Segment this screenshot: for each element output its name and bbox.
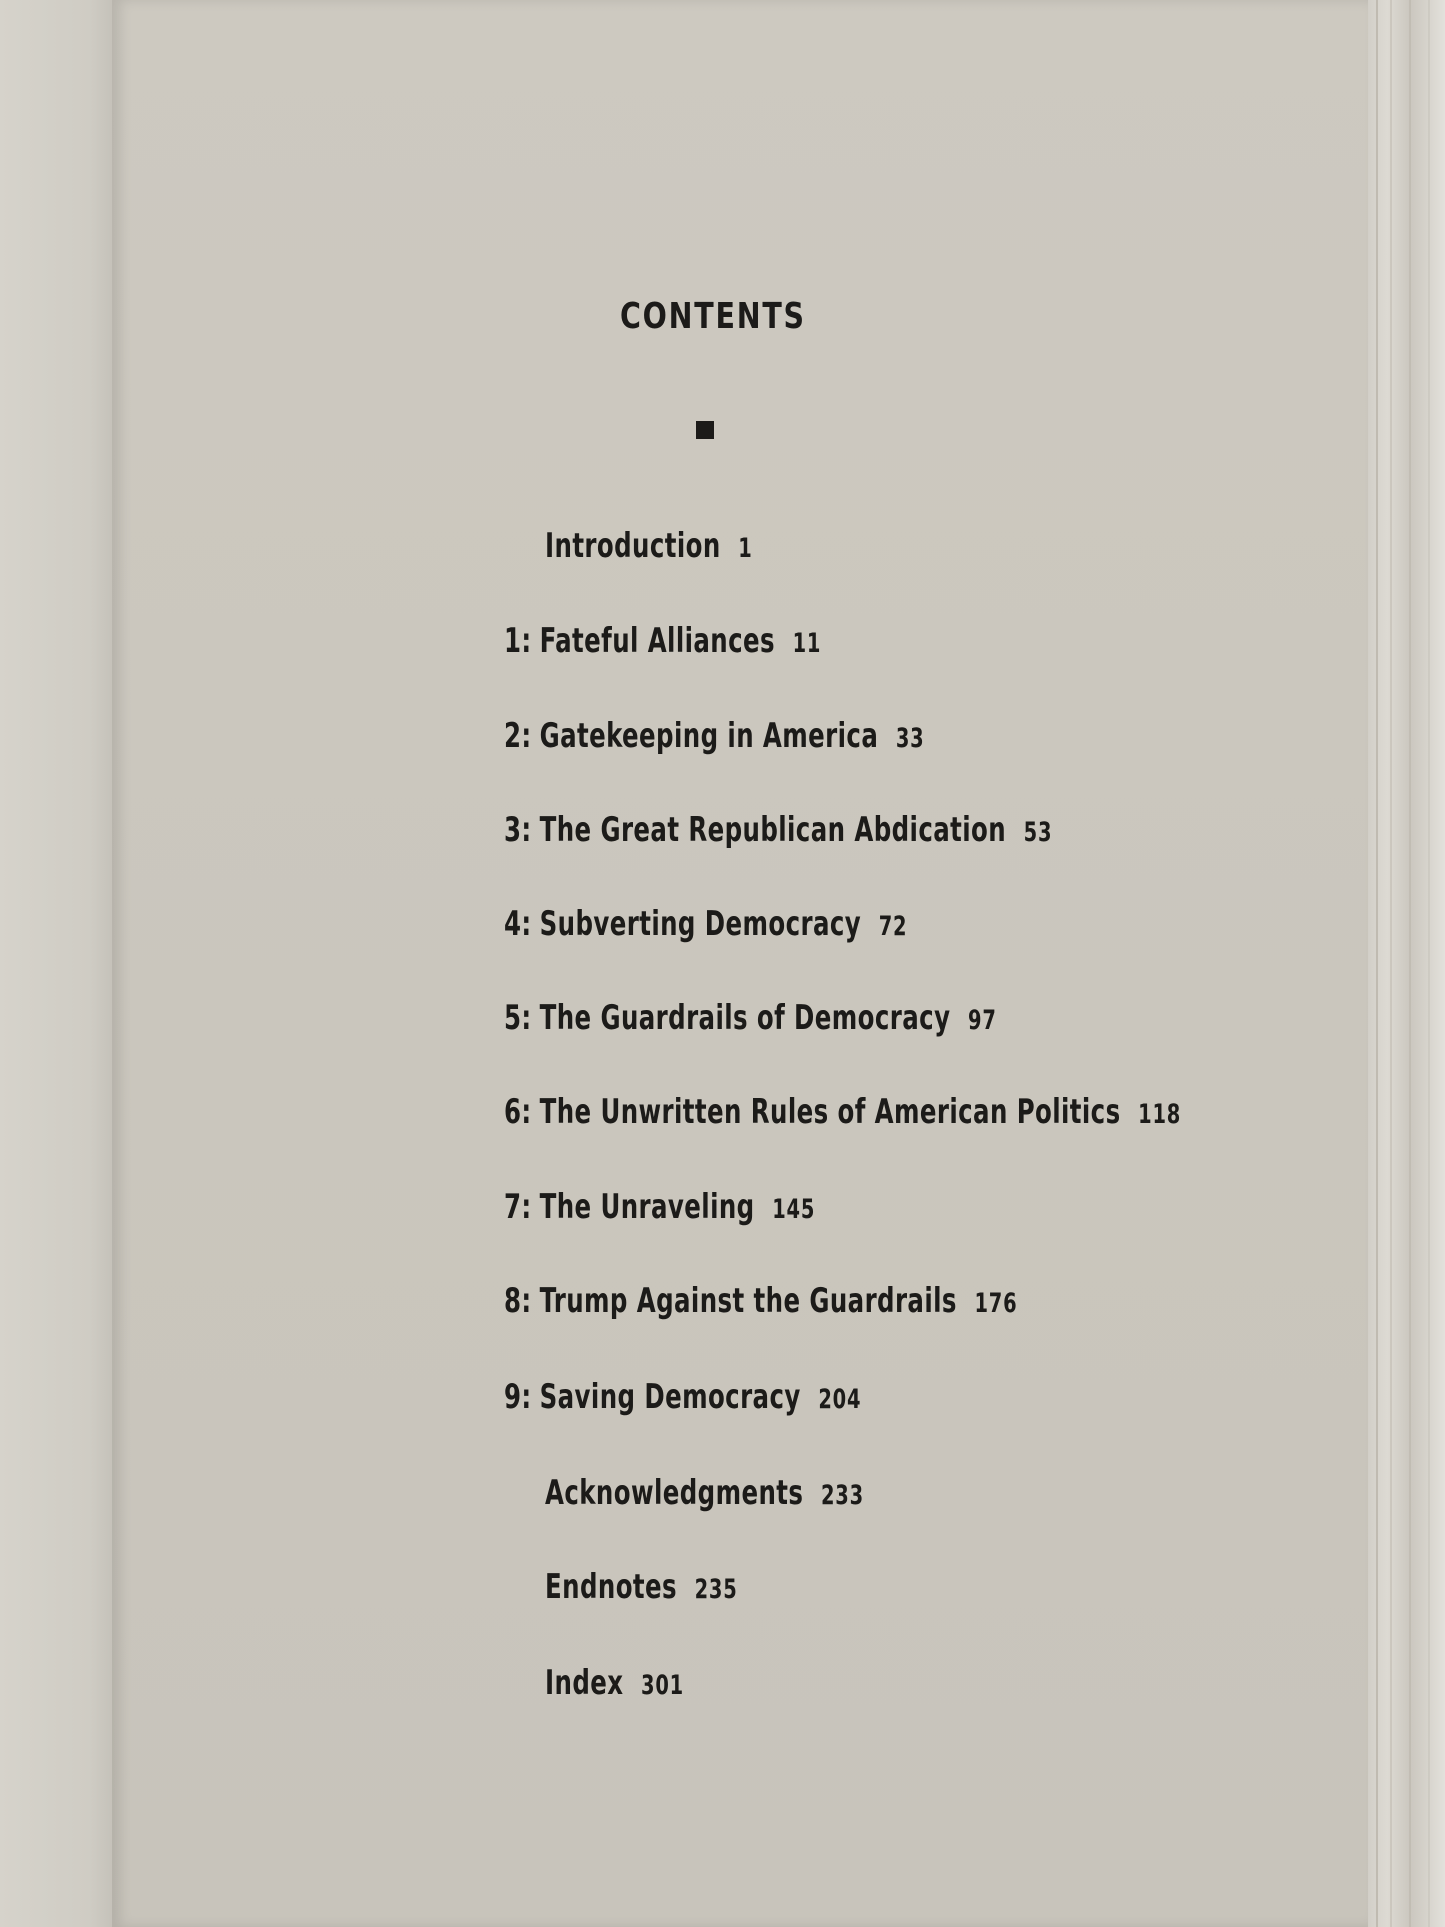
toc-entry-title: Index (545, 1663, 624, 1703)
toc-entry-title: Introduction (545, 526, 721, 566)
toc-entry-page: 33 (895, 723, 925, 754)
square-ornament-icon (696, 421, 714, 439)
toc-entry-introduction[interactable] (545, 526, 753, 566)
toc-entry-title: Endnotes (545, 1567, 677, 1607)
toc-entry-page: 176 (974, 1288, 1018, 1319)
toc-entry-chapter-3[interactable] (504, 810, 1052, 850)
toc-entry-number: 5: (504, 998, 532, 1038)
left-page-edge (0, 0, 112, 1927)
right-page-stack (1368, 0, 1445, 1927)
toc-entry-chapter-4[interactable] (504, 904, 907, 944)
toc-entry-title: Saving Democracy (539, 1377, 801, 1417)
toc-entry-title: Acknowledgments (545, 1473, 804, 1513)
toc-entry-title: Fateful Alliances (539, 621, 776, 661)
toc-entry-chapter-2[interactable] (504, 716, 925, 756)
toc-entry-chapter-6[interactable] (504, 1092, 1181, 1132)
toc-entry-chapter-1[interactable] (504, 621, 821, 661)
toc-entry-title: The Unwritten Rules of American Politics (539, 1092, 1121, 1132)
toc-entry-title: Gatekeeping in America (539, 716, 879, 756)
toc-entry-number: 3: (504, 810, 532, 850)
toc-entry-endnotes[interactable] (545, 1567, 738, 1607)
toc-entry-title: Trump Against the Guardrails (539, 1281, 957, 1321)
toc-entry-title: Subverting Democracy (539, 904, 862, 944)
toc-entry-number: 2: (504, 716, 532, 756)
toc-entry-page: 53 (1023, 817, 1053, 848)
toc-entry-page: 204 (818, 1384, 862, 1415)
toc-entry-number: 1: (504, 621, 532, 661)
toc-entry-number: 9: (504, 1377, 532, 1417)
toc-entry-page: 97 (968, 1005, 997, 1036)
toc-entry-page: 72 (878, 911, 908, 942)
toc-entry-chapter-5[interactable] (504, 998, 997, 1038)
contents-page (112, 0, 1368, 1927)
toc-entry-page: 1 (738, 533, 753, 564)
toc-entry-page: 11 (792, 628, 822, 659)
contents-heading: CONTENTS (620, 296, 806, 337)
toc-entry-page: 235 (694, 1574, 738, 1605)
toc-entry-page: 233 (820, 1480, 864, 1511)
toc-entry-chapter-9[interactable] (504, 1377, 861, 1417)
toc-entry-page: 145 (772, 1194, 816, 1225)
toc-entry-number: 7: (504, 1187, 532, 1227)
toc-entry-number: 4: (504, 904, 532, 944)
toc-entry-chapter-7[interactable] (504, 1187, 815, 1227)
toc-entry-number: 6: (504, 1092, 532, 1132)
toc-entry-number: 8: (504, 1281, 532, 1321)
toc-entry-chapter-8[interactable] (504, 1281, 1017, 1321)
toc-entry-page: 118 (1138, 1099, 1182, 1130)
toc-entry-acknowledgments[interactable] (545, 1473, 864, 1513)
toc-entry-index[interactable] (545, 1663, 684, 1703)
toc-entry-title: The Guardrails of Democracy (539, 998, 951, 1038)
toc-entry-title: The Great Republican Abdication (539, 810, 1007, 850)
toc-entry-title: The Unraveling (539, 1187, 755, 1227)
toc-entry-page: 301 (641, 1670, 684, 1701)
